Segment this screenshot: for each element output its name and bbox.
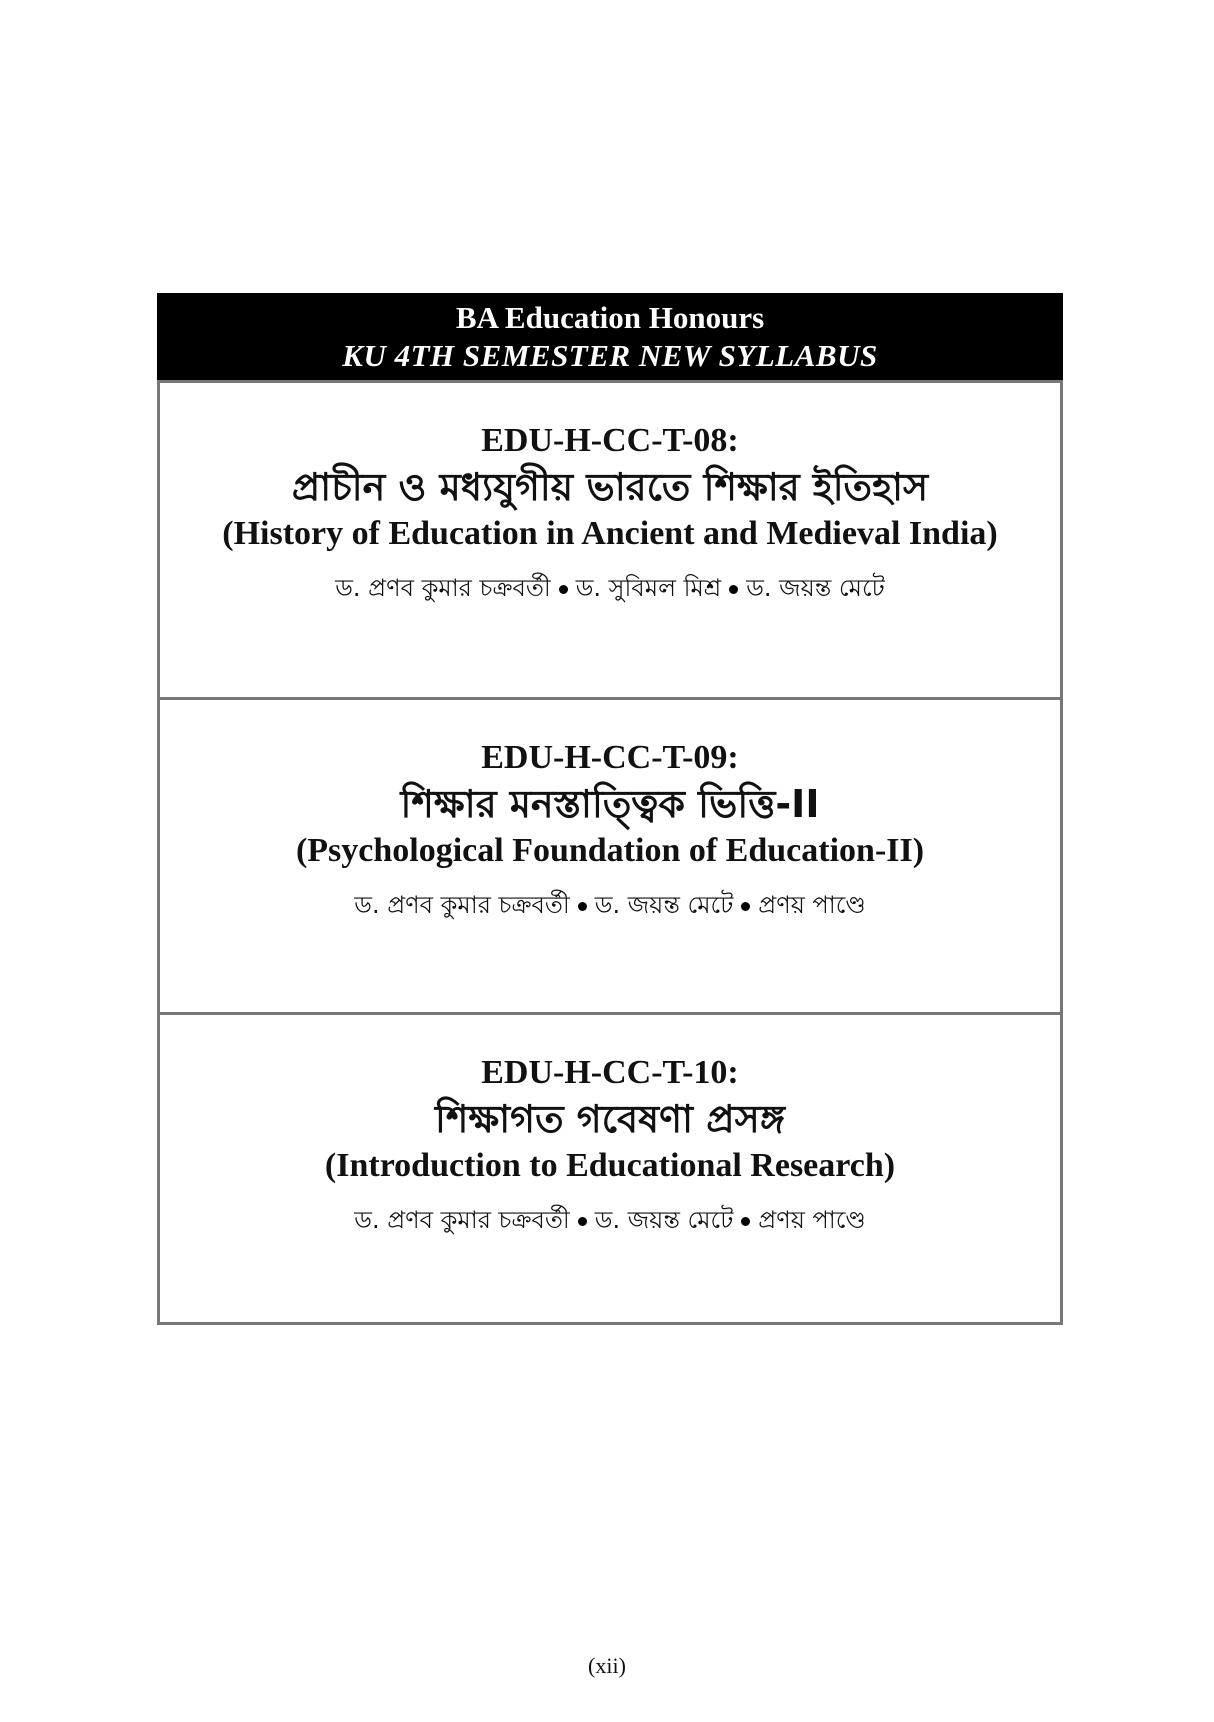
course-title-english: (Introduction to Educational Research) <box>324 1147 896 1184</box>
syllabus-box <box>157 293 1063 1325</box>
course-section-10 <box>157 1015 1063 1325</box>
course-title-english: (Psychological Foundation of Education-II) <box>295 832 925 869</box>
course-title-bengali: শিক্ষার মনস্তাত্ত্বিক ভিত্তি-II <box>400 782 820 826</box>
course-code: EDU-H-CC-T-08: <box>481 422 739 459</box>
course-section-08 <box>157 380 1063 700</box>
bullet-icon <box>578 902 587 911</box>
course-title-bengali: প্রাচীন ও মধ্যযুগীয় ভারতে শিক্ষার ইতিহাস <box>291 465 929 509</box>
author: ড. জয়ন্ত মেটে <box>594 1206 734 1234</box>
header-title: BA Education Honours <box>455 300 765 335</box>
author: ড. সুবিমল মিশ্র <box>575 574 722 602</box>
author: প্রণয় পাণ্ডে <box>758 891 866 919</box>
bullet-icon <box>578 1217 587 1226</box>
course-code: EDU-H-CC-T-09: <box>481 739 739 776</box>
author: ড. প্রণব কুমার চক্রবর্তী <box>354 891 570 919</box>
course-authors <box>160 888 1060 922</box>
page-number: (xii) <box>588 1653 626 1678</box>
bullet-icon <box>741 1217 750 1226</box>
bullet-icon <box>729 585 738 594</box>
author: ড. জয়ন্ত মেটে <box>594 891 734 919</box>
author: ড. প্রণব কুমার চক্রবর্তী <box>354 1206 570 1234</box>
course-title-english: (History of Education in Ancient and Medieval India) <box>222 515 998 552</box>
header-subtitle: KU 4TH SEMESTER NEW SYLLABUS <box>342 338 878 373</box>
course-authors <box>160 1203 1060 1237</box>
course-section-09 <box>157 700 1063 1015</box>
course-title-bengali: শিক্ষাগত গবেষণা প্রসঙ্গ <box>435 1097 785 1141</box>
course-code: EDU-H-CC-T-10: <box>481 1054 739 1091</box>
course-authors <box>160 571 1060 605</box>
bullet-icon <box>559 585 568 594</box>
author: ড. প্রণব কুমার চক্রবর্তী <box>335 574 551 602</box>
bullet-icon <box>741 902 750 911</box>
author: ড. জয়ন্ত মেটে <box>746 574 885 602</box>
header-banner <box>157 293 1063 380</box>
author: প্রণয় পাণ্ডে <box>758 1206 866 1234</box>
